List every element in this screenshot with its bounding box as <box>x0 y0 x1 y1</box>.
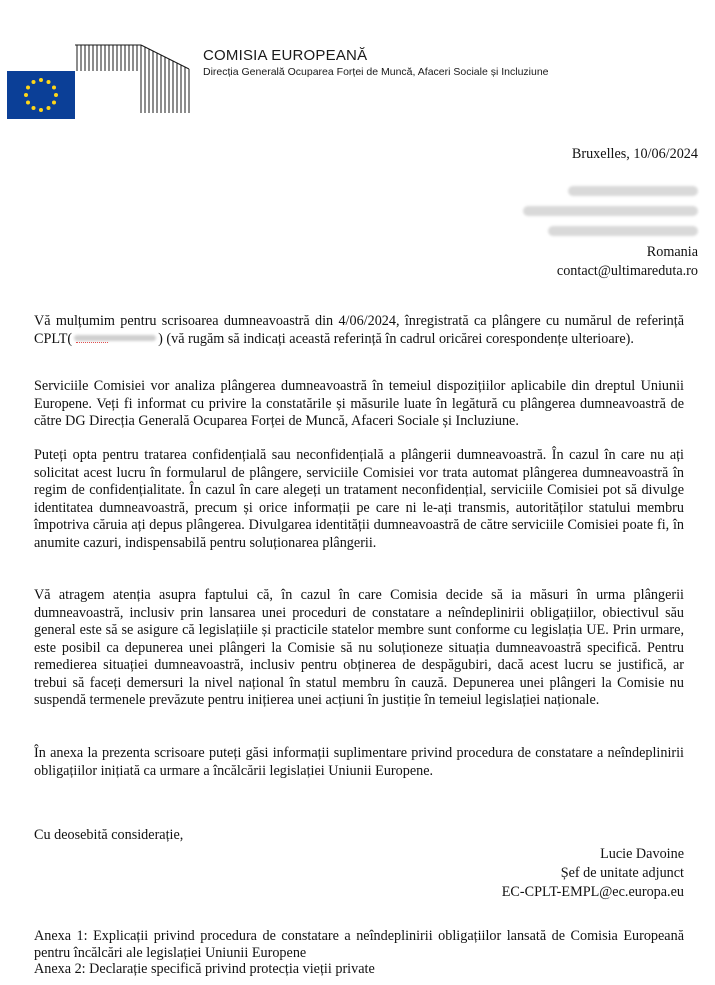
paragraph-text: Vă atragem atenția asupra faptului că, în cazul în care Comisia decide să ia măsuri în urma plângerii dumneavoastră, inclusiv prin lansarea unei proceduri de constatare a neîndeplinirii obligațiilor, obiectivul său general este să se asigure că legislațiile și practicile statelor membre sunt conforme cu legislația UE. Prin urmare, este posibil ca depunerea unei plângeri la Comisie să nu soluționeze situația dumneavoastră specifică. Pentru remedierea situației dumneavoastră, inclusiv pentru obținerea de despăgubiri, dacă acest lucru se justifică, ar trebui să faceți demersuri la nivel național în statul membru în cauză. Depunerea unei plângeri la Comisie nu suspendă termenele prevăzute pentru inițierea unei acțiuni în justiție în temeiul legislației naționale. <box>34 587 684 708</box>
paragraph-text: Serviciile Comisiei vor analiza plângerea dumneavoastră în temeiul dispozițiilor aplicabile din dreptul Uniunii Europene. Veți fi informat cu privire la constatările și măsurile luate în legătură cu plângerea dumneavoastră de către DG Direcția Generală Ocuparea Forței de Muncă, Afaceri Sociale și Incluziune. <box>34 378 684 429</box>
letter-date: Bruxelles, 10/06/2024 <box>571 146 698 162</box>
redacted-address-line <box>548 226 698 236</box>
paragraph-analysis <box>34 378 684 431</box>
department-name: Direcția Generală Ocuparea Forței de Muncă, Afaceri Sociale și Incluziune <box>203 66 549 78</box>
paragraph-text: În anexa la prezenta scrisoare puteți găsi informații suplimentare privind procedura de constatare a neîndeplinirii obligațiilor inițiată ca urmare a încălcării legislației Uniunii Europene. <box>34 745 684 779</box>
closing-salutation: Cu deosebită considerație, <box>34 827 184 843</box>
paragraph-text: ) (vă rugăm să indicați această referință în cadrul oricărei corespondențe ulterioare). <box>158 330 634 347</box>
recipient-email: contact@ultimareduta.ro <box>556 263 698 279</box>
annex-list <box>34 928 684 978</box>
commission-logo <box>57 43 190 121</box>
signer-email: EC-CPLT-EMPL@ec.europa.eu <box>501 884 684 900</box>
redacted-address-line <box>523 206 698 216</box>
header-organization <box>203 47 549 78</box>
annex-item-1: Anexa 1: Explicații privind procedura de constatare a neîndeplinirii obligațiilor lansată de Comisia Europeană pentru încălcări ale legislației Uniunii Europene <box>34 928 684 961</box>
signer-name: Lucie Davoine <box>600 846 684 862</box>
recipient-country: Romania <box>646 244 698 260</box>
annex-item-2: Anexa 2: Declarație specifică privind protecția vieții private <box>34 961 375 977</box>
paragraph-confidentiality <box>34 447 684 552</box>
berlaymont-building-icon <box>57 43 190 121</box>
paragraph-infringement <box>34 587 684 710</box>
paragraph-text: Vă mulțumim pentru scrisoarea dumneavoastră din 4/06/2024, înregistrată ca plângere cu numărul de referință CPLT( <box>34 313 684 347</box>
redacted-address-line <box>568 186 698 196</box>
signature-block <box>502 845 684 902</box>
paragraph-text: Puteți opta pentru tratarea confidențială sau neconfidențială a plângerii dumneavoastră. În cazul în care nu ați solicitat acest lucru în formularul de plângere, serviciile Comisiei vor trata automat plângerea dumneavoastră în regim de confidențialitate. În cazul în care alegeți un tratament neconfidențial, serviciile Comisiei pot să divulge identitatea dumneavoastră, precum și orice informații pe care ni le-ați transmis, autorităților statului membru împotriva căruia ați depus plângerea. Divulgarea identității dumneavoastră de către serviciile Comisiei poate fi, în anumite cazuri, indispensabilă pentru soluționarea plângerii. <box>34 447 684 551</box>
paragraph-acknowledgement <box>34 313 684 348</box>
redacted-reference-number <box>72 332 158 344</box>
eu-flag-icon <box>7 71 75 119</box>
signer-title: Șef de unitate adjunct <box>560 865 684 881</box>
paragraph-annex-info <box>34 745 684 780</box>
organization-name: COMISIA EUROPEANĂ <box>203 47 368 64</box>
